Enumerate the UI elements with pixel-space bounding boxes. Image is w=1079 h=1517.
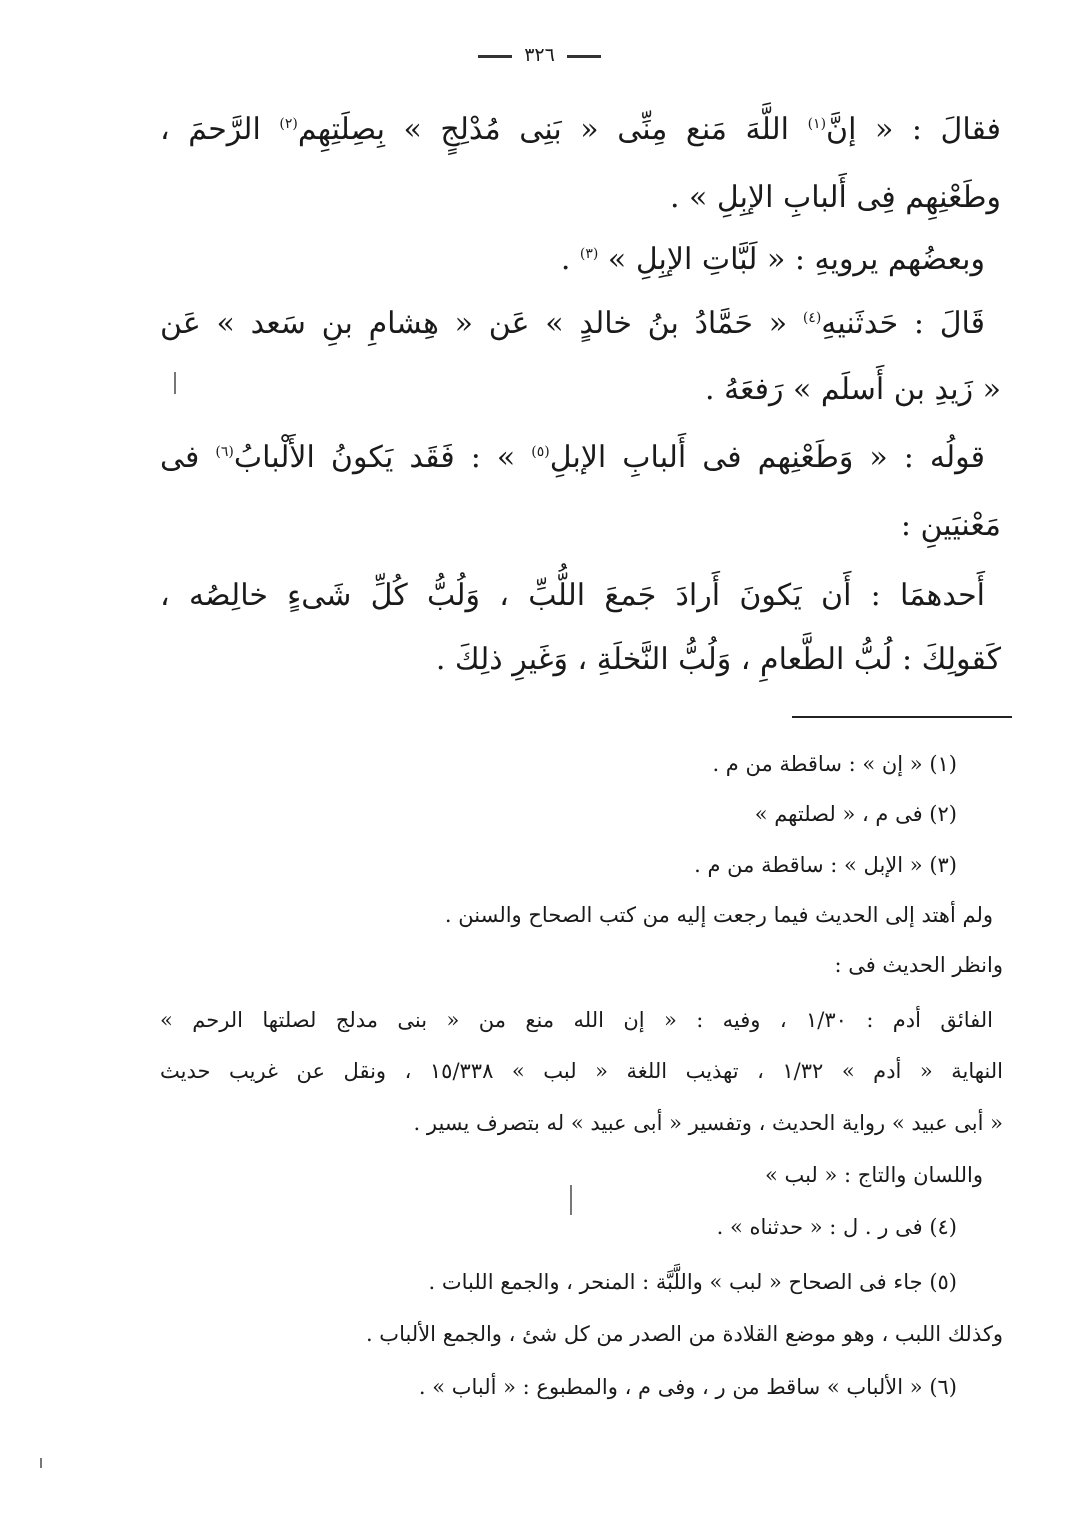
footnote-5: (٥) جاء فى الصحاح « لبب » واللَّبَّة : المنحر ، والجمع اللبات .	[428, 1270, 957, 1294]
main-line-2: وطَعْنِهِم فِى أَلبابِ الإبِلِ » .	[669, 180, 1001, 215]
footnote-4: (٤) فى ر . ل : « حدثناه » .	[716, 1215, 957, 1239]
footnote-3-ref-4: واللسان والتاج : « لبب »	[764, 1163, 983, 1187]
footnote-5-cont: وكذلك اللبب ، وهو موضع القلادة من الصدر من كل شئ ، والجمع الألباب .	[365, 1322, 1003, 1346]
text-span: وبعضُهم يرويهِ : « لَبَّاتِ الإبِلِ »	[598, 242, 985, 277]
footnote-ref-1: (١)	[807, 116, 827, 132]
footnote-3-ref-3: « أبى عبيد » رواية الحديث ، وتفسير « أبى عبيد » له بتصرف يسير .	[413, 1111, 1003, 1135]
footnote-ref-6: (٦)	[215, 444, 234, 460]
footnote-ref-5: (٥)	[531, 444, 550, 460]
footnote-3: (٣) « الإبل » : ساقطة من م .	[694, 853, 957, 877]
footnote-2: (٢) فى م ، « لصلتهم »	[754, 802, 957, 826]
main-line-6	[160, 440, 985, 475]
main-line-1	[160, 112, 1001, 147]
scan-mark	[40, 1458, 42, 1468]
footnote-3-note: ولم أهتد إلى الحديث فيما رجعت إليه من كتب الصحاح والسنن .	[444, 903, 993, 927]
footnote-6: (٦) « الألباب » ساقط من ر ، وفى م ، والمطبوع : « ألباب » .	[418, 1375, 957, 1399]
main-line-5: « زَيدِ بن أَسلَم » رَفعَهُ .	[705, 372, 1001, 407]
footnote-ref-4: (٤)	[802, 310, 822, 326]
text-span: فى	[160, 440, 216, 475]
footnote-1: (١) « إن » : ساقطة من م .	[712, 752, 957, 776]
page-number	[0, 44, 1079, 66]
scan-mark	[174, 372, 176, 394]
main-line-4	[160, 306, 985, 341]
text-span: قولُه : « وَطَعْنِهم فى أَلبابِ الإبلِ	[549, 440, 985, 475]
footnote-3-ref-1: الفائق أدم : ١/٣٠ ، وفيه : « إن الله منع من « بنى مدلج لصلتها الرحم »	[160, 1008, 993, 1032]
footnote-3-see: وانظر الحديث فى :	[834, 953, 1003, 977]
footnote-ref-2: (٢)	[279, 116, 298, 132]
main-line-7: مَعْنيَينِ :	[900, 508, 1001, 543]
text-span: » : فَقَد يَكونُ الأَلْبابُ	[233, 440, 532, 475]
main-line-9: كَقولِكَ : لُبُّ الطَّعامِ ، وَلُبُّ النَّخلَةِ ، وَغَيرِ ذلِكَ .	[435, 642, 1001, 677]
footnote-ref-3: (٣)	[579, 246, 599, 262]
text-span: اللَّهَ مَنع مِنِّى « بَنِى مُدْلِجٍ » بِصِلَتِهِم	[297, 112, 808, 147]
footnote-3-ref-2: النهاية « أدم » ١/٣٢ ، تهذيب اللغة « لبب » ١٥/٣٣٨ ، ونقل عن غريب حديث	[160, 1059, 1004, 1083]
main-line-3	[160, 242, 985, 277]
page-number-dash-right	[567, 55, 601, 58]
text-span: .	[560, 242, 580, 277]
text-span: فقالَ : « إنَّ	[826, 112, 1002, 147]
text-span: قَالَ : حَدثَنيهِ	[821, 306, 985, 341]
page-number-dash-left	[478, 55, 512, 58]
text-span: الرَّحمَ ،	[160, 112, 280, 147]
footnote-separator	[792, 716, 1012, 718]
page-number-text: ٣٢٦	[524, 44, 555, 66]
text-span: « حَمَّادُ بنُ خالدٍ » عَن « هِشامِ بنِ سَعد » عَن	[160, 306, 803, 341]
scan-mark	[570, 1185, 572, 1215]
main-line-8: أَحدهمَا : أَن يَكونَ أَرادَ جَمعَ اللُّبِّ ، وَلُبُّ كُلِّ شَىءٍ خالِصُه ،	[160, 578, 985, 613]
